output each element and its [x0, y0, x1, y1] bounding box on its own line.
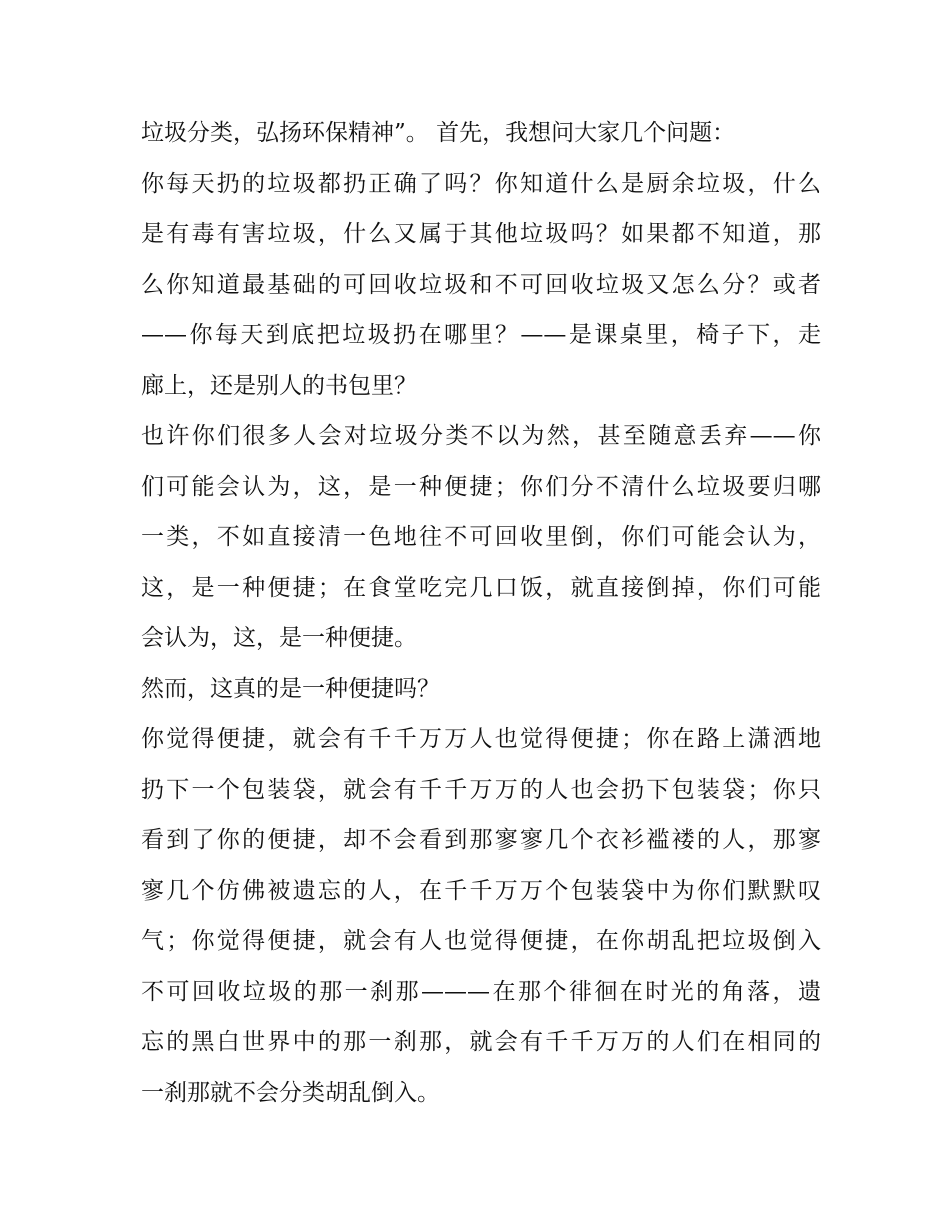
- text-line: 也许你们很多人会对垃圾分类不以为然，甚至随意丢弃——你: [141, 423, 821, 449]
- text-line: 们可能会认为，这，是一种便捷；你们分不清什么垃圾要归哪: [141, 473, 821, 500]
- text-line: 然而，这真的是一种便捷吗？: [141, 675, 440, 702]
- text-line: 寥几个仿佛被遗忘的人，在千千万万个包装袋中为你们默默叹: [141, 877, 821, 904]
- text-line: 气；你觉得便捷，就会有人也觉得便捷，在你胡乱把垃圾倒入: [141, 928, 821, 954]
- text-line: 你觉得便捷，就会有千千万万人也觉得便捷；你在路上潇洒地: [141, 726, 821, 752]
- document-body-text: [141, 108, 821, 1118]
- text-line: 垃圾分类，弘扬环保精神”。 首先，我想问大家几个问题：: [141, 120, 736, 146]
- text-line: 一刹那就不会分类胡乱倒入。: [141, 1079, 440, 1106]
- text-line: 看到了你的便捷，却不会看到那寥寥几个衣衫褴褛的人，那寥: [141, 827, 821, 853]
- text-line: 这，是一种便捷；在食堂吃完几口饭，就直接倒掉，你们可能: [141, 574, 821, 601]
- text-line: 么你知道最基础的可回收垃圾和不可回收垃圾又怎么分？或者: [141, 271, 821, 298]
- text-line: 不可回收垃圾的那一刹那———在那个徘徊在时光的角落，遗: [141, 978, 821, 1005]
- text-line: 廊上，还是别人的书包里？: [141, 372, 417, 399]
- text-line: 一类，不如直接清一色地往不可回收里倒，你们可能会认为，: [141, 524, 821, 550]
- text-line: 是有毒有害垃圾，什么又属于其他垃圾吗？如果都不知道，那: [141, 221, 821, 247]
- text-line: 扔下一个包装袋，就会有千千万万的人也会扔下包装袋；你只: [141, 776, 821, 803]
- text-line: 你每天扔的垃圾都扔正确了吗？你知道什么是厨余垃圾，什么: [141, 170, 821, 197]
- text-line: 忘的黑白世界中的那一刹那，就会有千千万万的人们在相同的: [141, 1029, 821, 1055]
- text-line: 会认为，这，是一种便捷。: [141, 625, 417, 651]
- text-line: ——你每天到底把垃圾扔在哪里？——是课桌里，椅子下，走: [141, 322, 821, 348]
